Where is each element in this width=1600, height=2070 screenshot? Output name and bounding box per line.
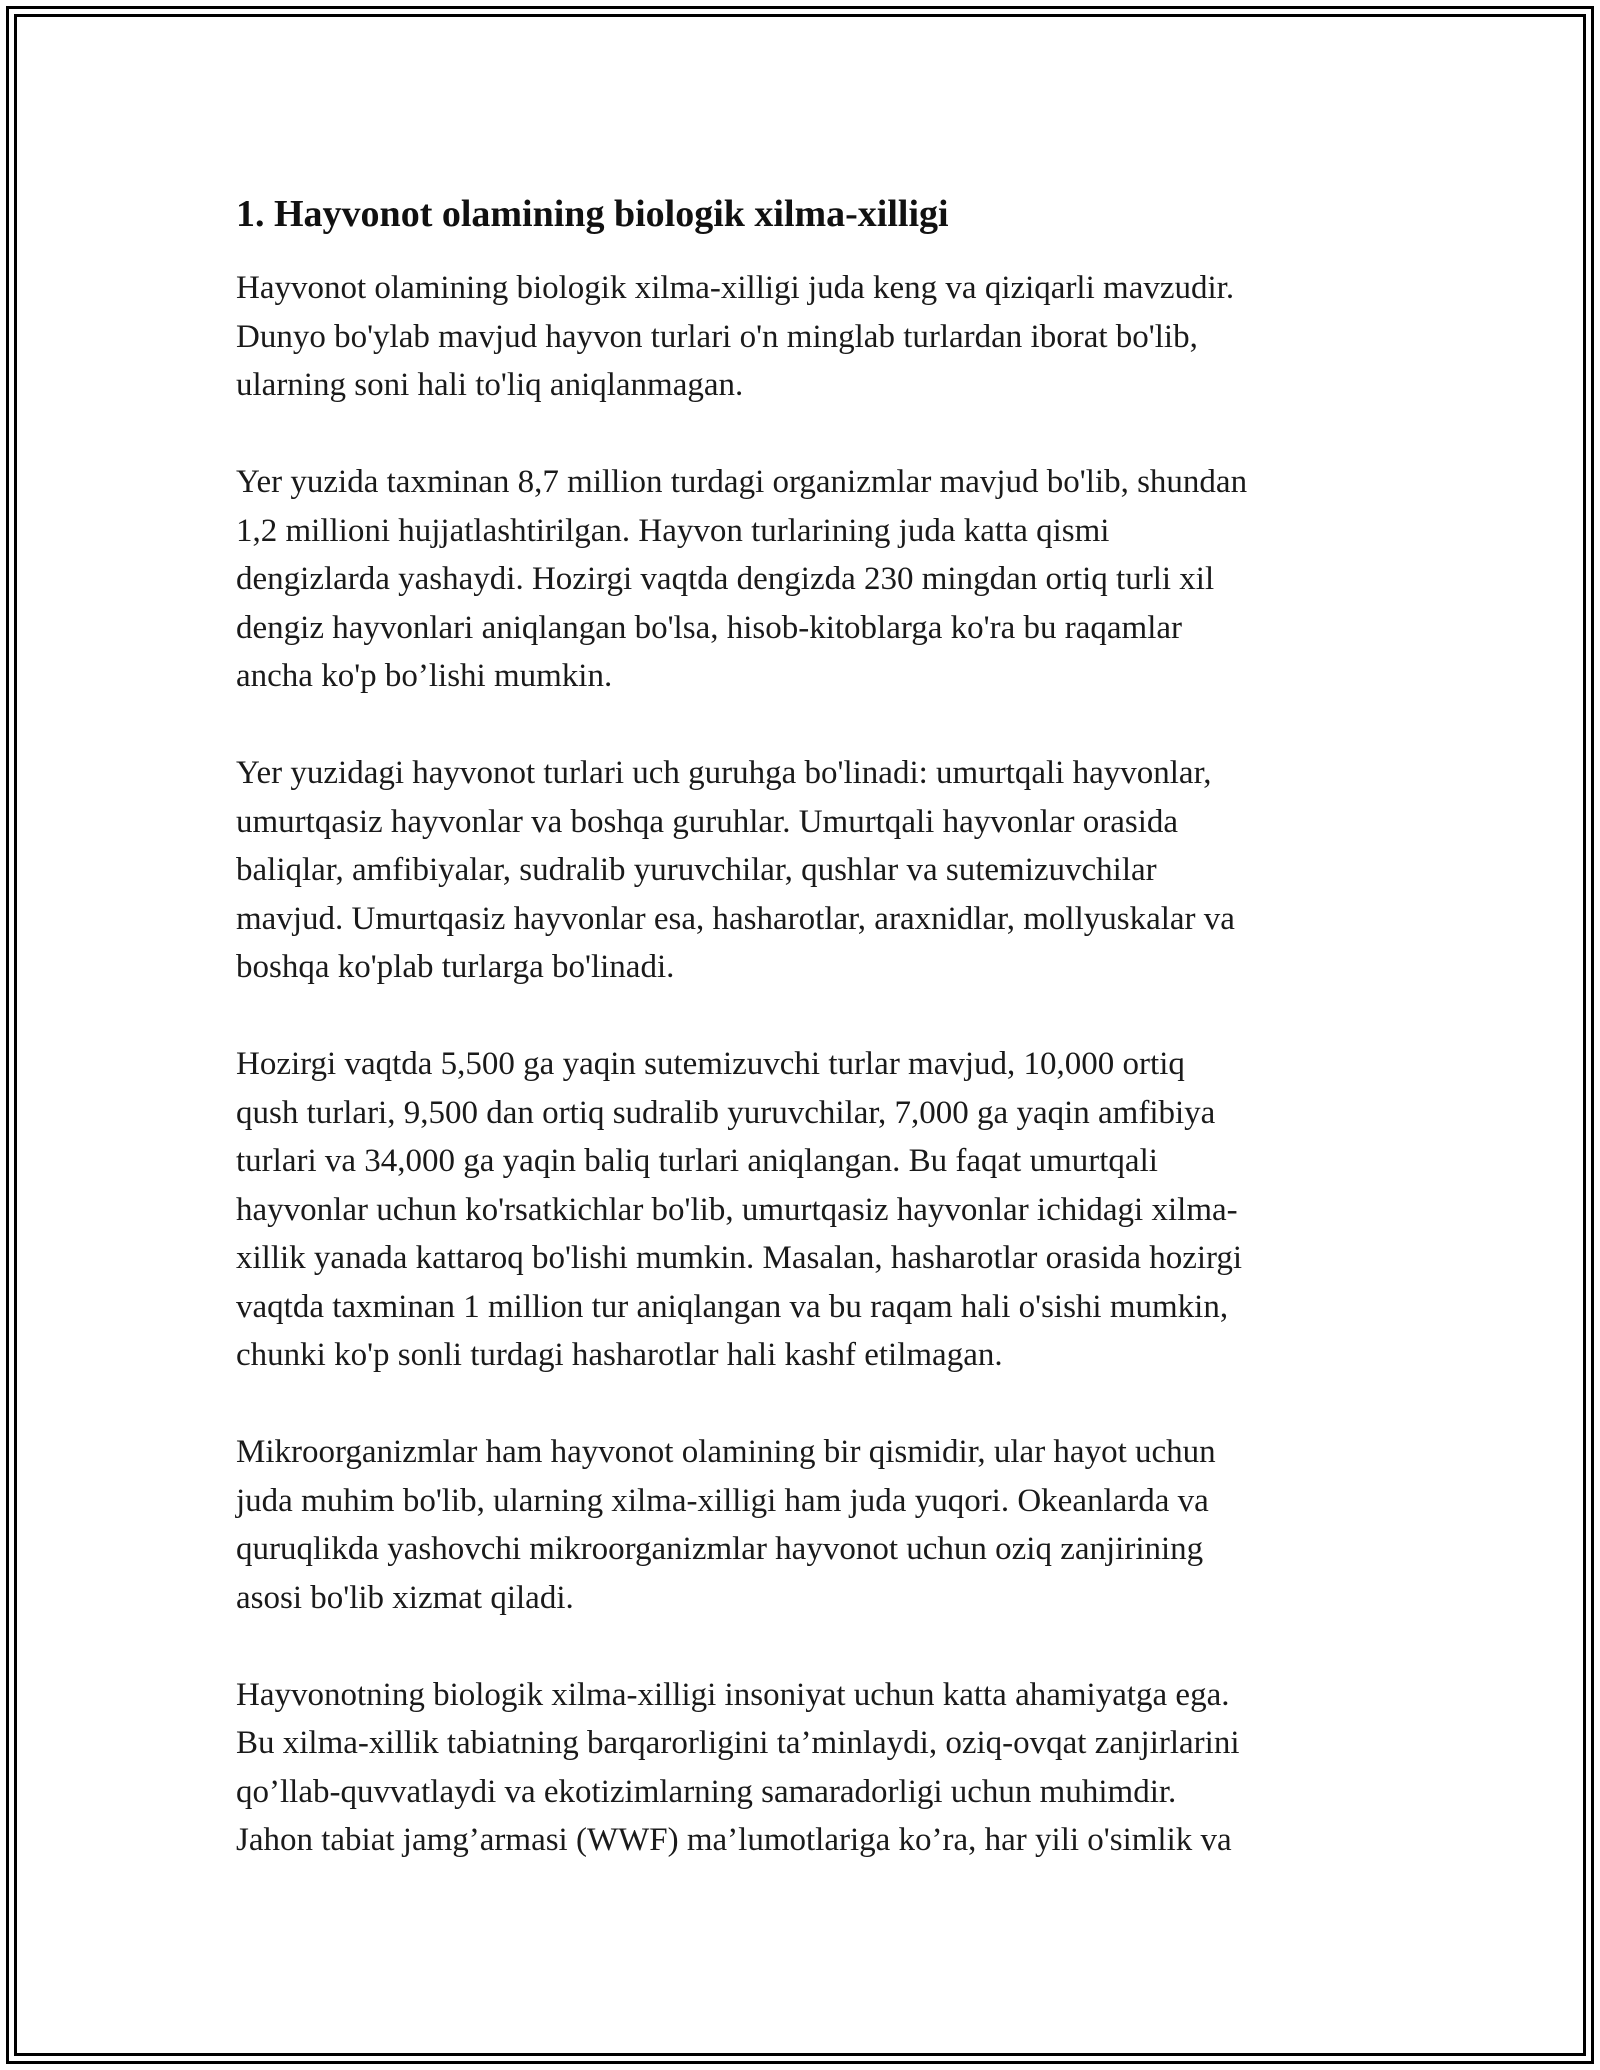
paragraph-2: [236, 458, 1366, 701]
text-line: Yer yuzida taxminan 8,7 million turdagi organizmlar mavjud bo'lib, shundan: [236, 464, 1248, 500]
paragraph-5: [236, 1428, 1366, 1622]
paragraph-3: [236, 749, 1366, 992]
text-line: Jahon tabiat jamg’armasi (WWF) ma’lumotlariga ko’ra, har yili o'simlik va: [236, 1822, 1232, 1858]
paragraph-1: [236, 264, 1366, 410]
text-line: xillik yanada kattaroq bo'lishi mumkin. Masalan, hasharotlar orasida hozirgi: [236, 1240, 1243, 1276]
text-line: boshqa ko'plab turlarga bo'linadi.: [236, 949, 675, 985]
text-line: hayvonlar uchun ko'rsatkichlar bo'lib, umurtqasiz hayvonlar ichidagi xilma-: [236, 1191, 1238, 1228]
text-line: juda muhim bo'lib, ularning xilma-xilligi ham juda yuqori. Okeanlarda va: [236, 1482, 1209, 1519]
text-line: Hayvonot olamining biologik xilma-xilligi juda keng va qiziqarli mavzudir.: [236, 270, 1235, 306]
text-line: asosi bo'lib xizmat qiladi.: [236, 1579, 574, 1616]
text-line: quruqlikda yashovchi mikroorganizmlar hayvonot uchun oziq zanjirining: [236, 1531, 1204, 1567]
text-line: 1,2 millioni hujjatlashtirilgan. Hayvon turlarining juda katta qismi: [236, 512, 1110, 549]
text-line: turlari va 34,000 ga yaqin baliq turlari aniqlangan. Bu faqat umurtqali: [236, 1143, 1158, 1179]
text-line: dengiz hayvonlari aniqlangan bo'lsa, hisob-kitoblarga ko'ra bu raqamlar: [236, 609, 1182, 646]
text-line: Hayvonotning biologik xilma-xilligi insoniyat uchun katta ahamiyatga ega.: [236, 1676, 1230, 1713]
text-line: qo’llab-quvvatlaydi va ekotizimlarning samaradorligi uchun muhimdir.: [236, 1773, 1177, 1810]
text-line: Hozirgi vaqtda 5,500 ga yaqin sutemizuvchi turlar mavjud, 10,000 ortiq: [236, 1046, 1185, 1082]
text-line: vaqtda taxminan 1 million tur aniqlangan va bu raqam hali o'sishi mumkin,: [236, 1288, 1229, 1325]
text-line: qush turlari, 9,500 dan ortiq sudralib yuruvchilar, 7,000 ga yaqin amfibiya: [236, 1094, 1216, 1131]
document-body: [236, 186, 1366, 1913]
section-heading: 1. Hayvonot olamining biologik xilma-xilligi: [236, 193, 949, 235]
text-line: umurtqasiz hayvonlar va boshqa guruhlar. Umurtqali hayvonlar orasida: [236, 803, 1179, 840]
text-line: baliqlar, amfibiyalar, sudralib yuruvchilar, qushlar va sutemizuvchilar: [236, 852, 1157, 888]
text-line: dengizlarda yashaydi. Hozirgi vaqtda dengizda 230 mingdan ortiq turli xil: [236, 561, 1215, 597]
text-line: Yer yuzidagi hayvonot turlari uch guruhga bo'linadi: umurtqali hayvonlar,: [236, 755, 1212, 791]
text-line: ularning soni hali to'liq aniqlanmagan.: [236, 367, 744, 403]
text-line: Bu xilma-xillik tabiatning barqarorligini ta’minlaydi, oziq-ovqat zanjirlarini: [236, 1725, 1240, 1761]
paragraph-4: [236, 1040, 1366, 1380]
text-line: Dunyo bo'ylab mavjud hayvon turlari o'n minglab turlardan iborat bo'lib,: [236, 318, 1198, 355]
text-line: mavjud. Umurtqasiz hayvonlar esa, hasharotlar, araxnidlar, mollyuskalar va: [236, 900, 1235, 937]
text-line: chunki ko'p sonli turdagi hasharotlar hali kashf etilmagan.: [236, 1337, 1003, 1373]
text-line: ancha ko'p bo’lishi mumkin.: [236, 658, 613, 694]
paragraph-6: [236, 1671, 1366, 1865]
text-line: Mikroorganizmlar ham hayvonot olamining bir qismidir, ular hayot uchun: [236, 1434, 1216, 1470]
